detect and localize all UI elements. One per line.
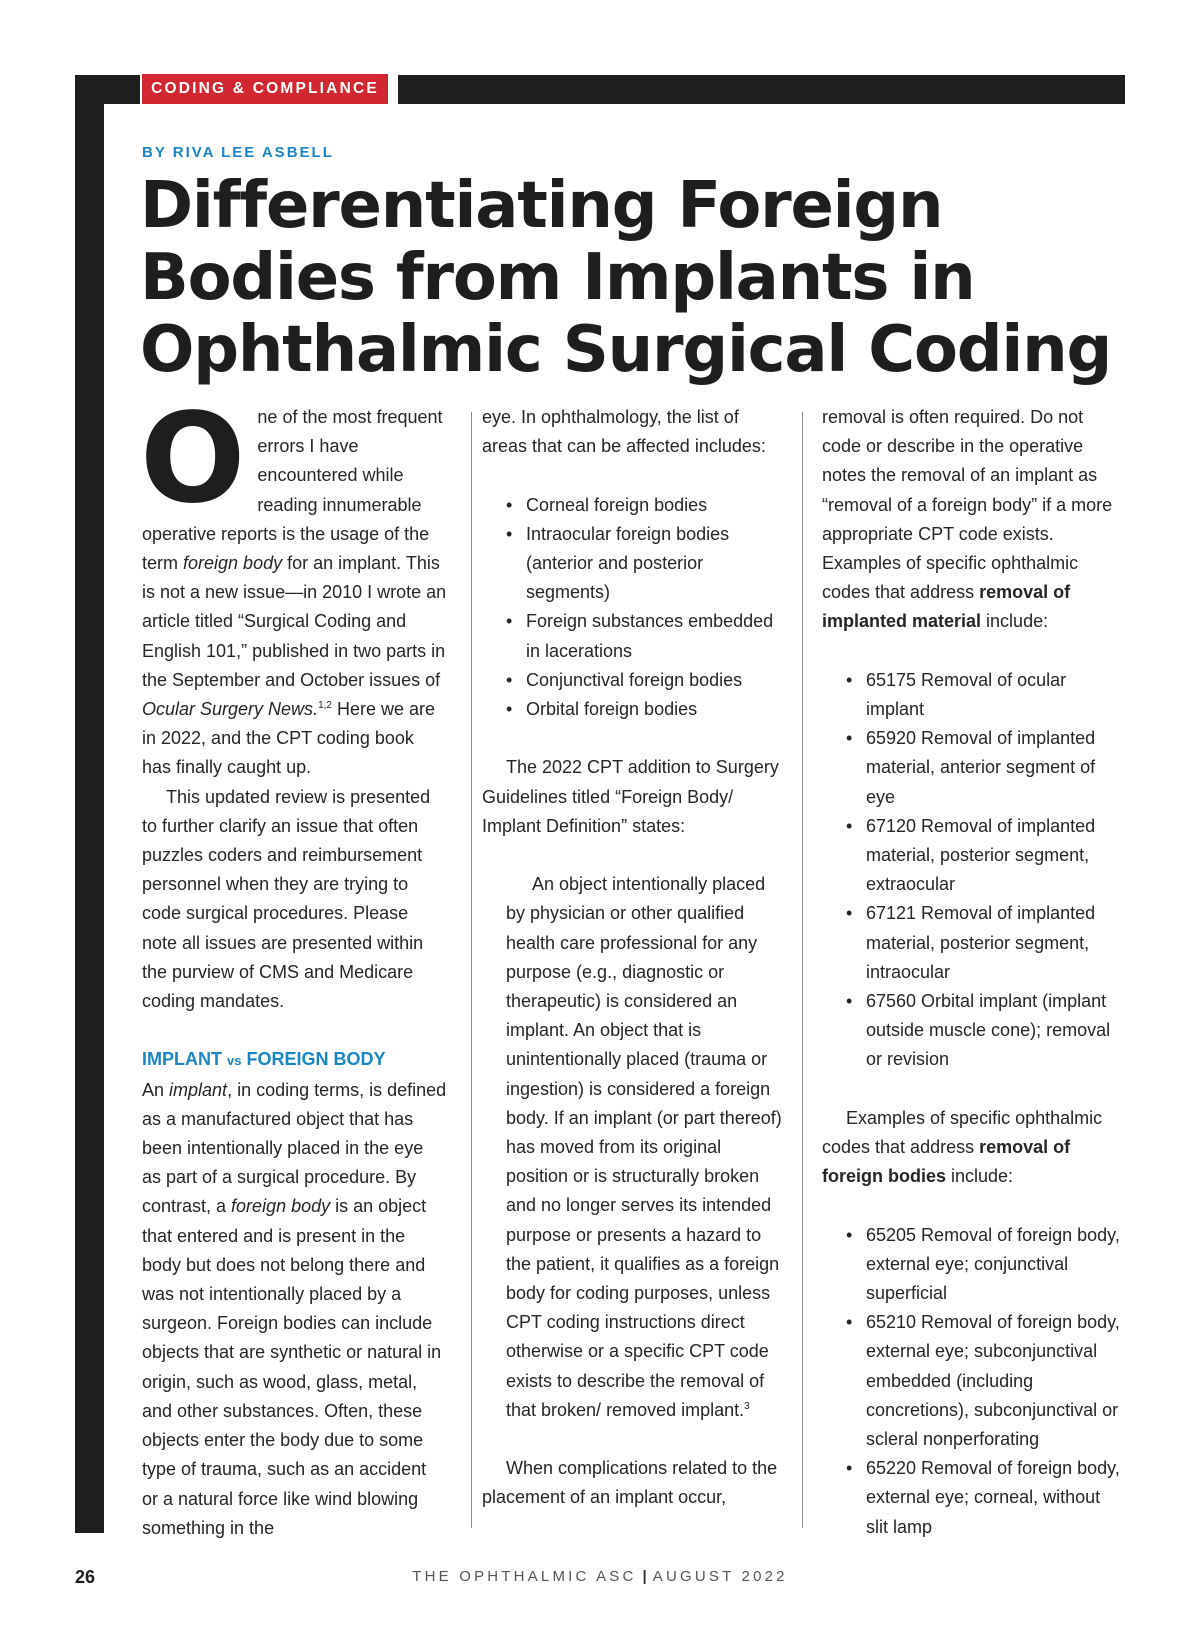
text-run: An object intentionally placed by physician or other qualified health care professional for any purpose (e.g., diagnostic or therapeutic) is considered an implant. An object that is unintentionally placed (trauma or ingestion) is considered a foreign body. If an implant (or part thereof) has moved from its original position or is structurally broken and no longer serves its intended purpose or presents a hazard to the patient, it qualifies as a foreign body for coding purposes, unless CPT coding instructions direct otherwise or a specific CPT code exists to describe the removal of that broken/ removed implant. (506, 874, 782, 1420)
paragraph: This updated review is presented to further clarify an issue that often puzzles coders and reimbursement personnel when they are trying to code surgical procedures. Please note all issues are presented within the purview of CMS and Medicare coding mandates. (142, 786, 431, 1012)
text-run: ne of the most frequent errors I have encountered while reading innumerable operative reports is the usage of the term (142, 407, 443, 574)
footnote-ref: 3 (744, 1400, 750, 1412)
list-item: • Conjunctival foreign bodies (482, 666, 782, 695)
footnote-ref: 1,2 (318, 700, 332, 712)
column-2 (482, 403, 782, 1513)
list-item: • Intraocular foreign bodies (anterior and posterior segments) (482, 520, 782, 608)
text-run: removal is often required. Do not code or describe in the operative notes the removal of an implant as “removal of a foreign body” if a more appropriate CPT code exists. Examples of specific ophthalmic codes that address (822, 407, 1113, 603)
list-item: • 67120 Removal of implanted material, posterior segment, extraocular (822, 812, 1127, 900)
section-tag: CODING & COMPLIANCE (142, 74, 388, 104)
paragraph (142, 1076, 447, 1543)
text-run: , in coding terms, is defined as a manufactured object that has been intentionally placed in the eye as part of a surgical procedure. By contrast, a (142, 1079, 447, 1217)
list-item: • 67121 Removal of implanted material, posterior segment, intraocular (822, 899, 1127, 987)
affected-areas-list (482, 491, 782, 725)
top-decorative-bar-left (75, 75, 140, 104)
emphasis: foreign body (183, 553, 283, 574)
text-run: Here we are in 2022, and the CPT coding book has finally caught up. (142, 699, 436, 778)
list-item: • 65220 Removal of foreign body, external eye; corneal, without slit lamp (822, 1454, 1127, 1542)
block-quote (482, 870, 782, 1425)
text-run: An (142, 1079, 170, 1100)
list-item: • 65175 Removal of ocular implant (822, 666, 1127, 724)
list-item: • Corneal foreign bodies (482, 491, 782, 520)
paragraph (822, 403, 1127, 637)
page-number: 26 (75, 1567, 96, 1587)
article-title: Differentiating Foreign Bodies from Implants in Ophthalmic Surgical Coding (140, 169, 1112, 387)
intro-paragraph (140, 387, 447, 783)
top-decorative-bar-right (398, 75, 1125, 104)
column-1 (140, 387, 447, 1543)
drop-cap: O (140, 387, 246, 531)
subheading (142, 1045, 447, 1075)
list-item: • Orbital foreign bodies (482, 695, 782, 724)
byline: BY RIVA LEE ASBELL (142, 144, 334, 161)
quote-text (506, 870, 782, 1425)
subheading-vs: vs (227, 1053, 242, 1069)
column-divider-2 (802, 412, 803, 1528)
left-decorative-bar (75, 75, 104, 1533)
running-footer (0, 1568, 1200, 1585)
publication-name: Ocular Surgery News. (142, 699, 319, 720)
subheading-part: FOREIGN BODY (246, 1049, 386, 1070)
paragraph: The 2022 CPT addition to Surgery Guidelines titled “Foreign Body/ Implant Definition” states: (482, 757, 779, 836)
foreign-body-codes-list (822, 1221, 1127, 1542)
bold-text: removal of foreign bodies (822, 1137, 1071, 1187)
column-3 (822, 403, 1127, 1542)
paragraph: When complications related to the placement of an implant occur, (482, 1458, 778, 1508)
list-item: • Foreign substances embedded in lacerations (482, 607, 782, 665)
footer-separator: | (642, 1568, 647, 1585)
paragraph: eye. In ophthalmology, the list of areas that can be affected includes: (482, 407, 766, 457)
publication-title: THE OPHTHALMIC ASC (412, 1568, 637, 1585)
list-item: • 67560 Orbital implant (implant outside muscle cone); removal or revision (822, 987, 1127, 1075)
paragraph (822, 1104, 1127, 1192)
text-run: include: (946, 1166, 1014, 1187)
subheading-part: IMPLANT (142, 1049, 222, 1070)
text-run: for an implant. This is not a new issue—in 2010 I wrote an article titled “Surgical Coding and English 101,” published in two parts in the September and October issues of (142, 553, 447, 690)
emphasis: implant (169, 1079, 228, 1100)
list-item: • 65205 Removal of foreign body, external eye; conjunctival superficial (822, 1221, 1127, 1309)
issue-date: AUGUST 2022 (652, 1568, 788, 1585)
column-divider-1 (471, 412, 472, 1528)
bold-text: removal of implanted material (822, 582, 1071, 632)
list-item: • 65210 Removal of foreign body, external eye; subconjunctival embedded (including concretions), subconjunctival or scleral nonperforating (822, 1308, 1127, 1454)
emphasis: foreign body (231, 1196, 331, 1217)
list-item: • 65920 Removal of implanted material, anterior segment of eye (822, 724, 1127, 812)
text-run: Examples of specific ophthalmic codes that address (822, 1107, 1103, 1158)
implant-codes-list (822, 666, 1127, 1075)
text-run: is an object that entered and is present in the body but does not belong there and was not intentionally placed by a surgeon. Foreign bodies can include objects that are synthetic or natural in origin, such as wood, glass, metal, and other substances. Often, these objects enter the body due to some type of trauma, such as an accident or a natural force like wind blowing something in the (142, 1196, 442, 1538)
text-run: include: (981, 611, 1049, 632)
